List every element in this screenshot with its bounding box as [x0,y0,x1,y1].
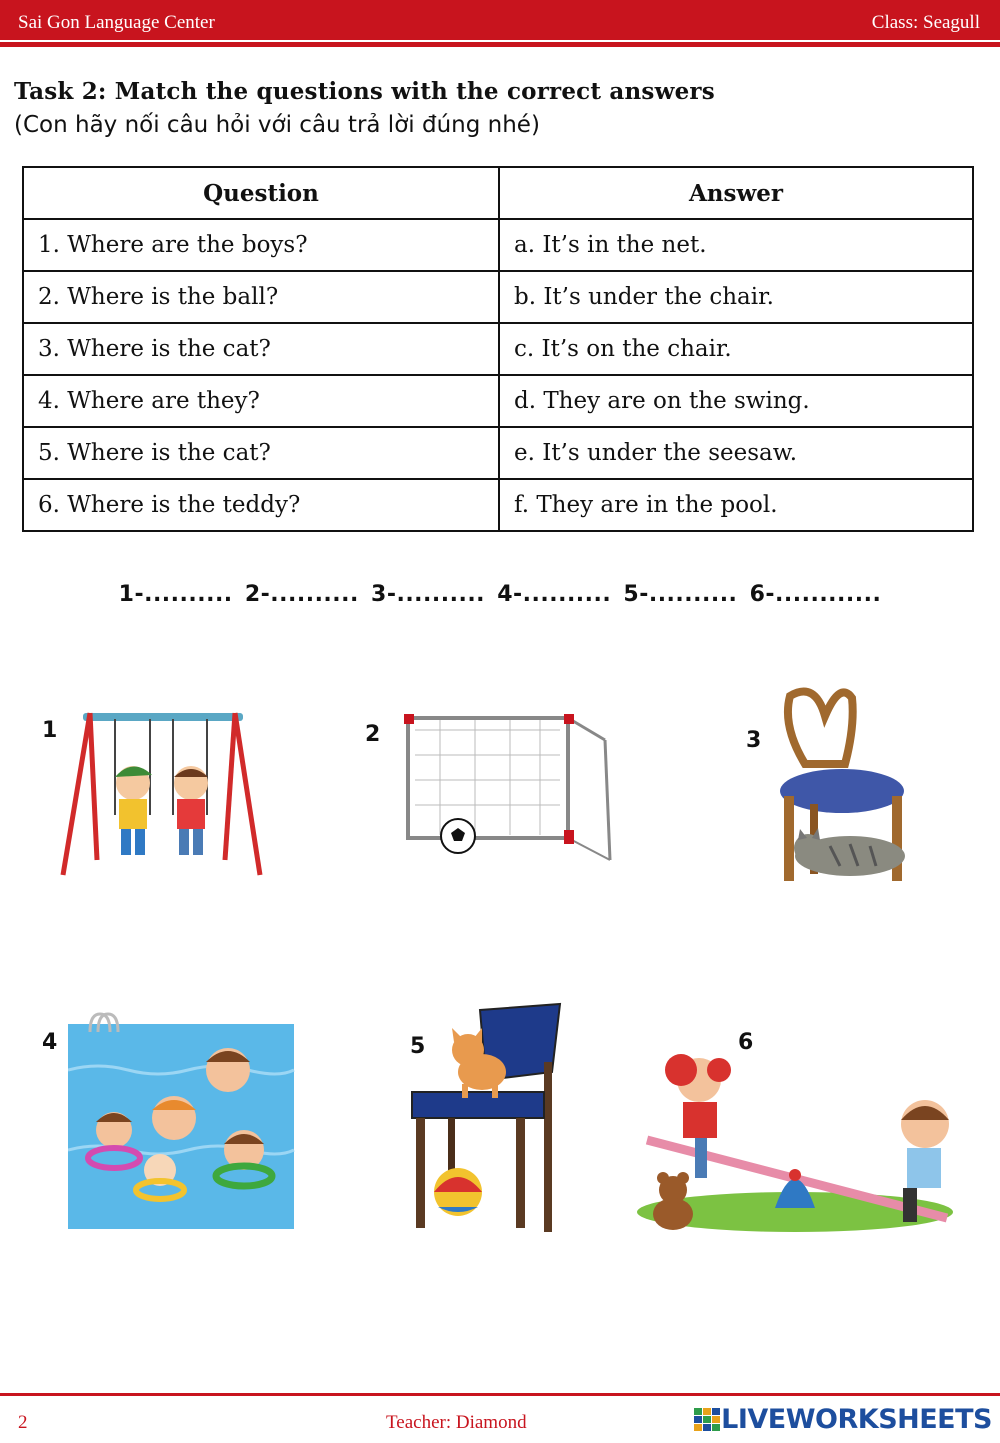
pool-picture [68,1010,296,1230]
table-row [23,219,973,271]
answer-cell: e. It’s under the seesaw. [499,427,973,479]
goal-picture [400,710,620,870]
answer-blank-3[interactable]: 3-.......... [371,582,486,607]
answer-cell: c. It’s on the chair. [499,323,973,375]
picture-number-1: 1 [42,718,58,743]
question-header: Question [23,167,499,219]
picture-number-4: 4 [42,1030,58,1055]
answer-cell: f. They are in the pool. [499,479,973,531]
school-name: Sai Gon Language Center [18,12,215,33]
liveworksheets-logo-icon [693,1407,721,1433]
table-header-row [23,167,973,219]
answer-blank-2[interactable]: 2-.......... [244,582,359,607]
question-cell: 2. Where is the ball? [23,271,499,323]
answer-header: Answer [499,167,973,219]
table-row [23,271,973,323]
question-cell: 3. Where is the cat? [23,323,499,375]
answer-cell: a. It’s in the net. [499,219,973,271]
swing-picture [55,705,265,880]
picture-number-6: 6 [738,1030,754,1055]
table-row [23,375,973,427]
table-row [23,479,973,531]
question-cell: 5. Where is the cat? [23,427,499,479]
footer-divider [0,1393,1000,1396]
answer-blank-6[interactable]: 6-............ [749,582,882,607]
answer-cell: d. They are on the swing. [499,375,973,427]
logo-text: LIVEWORKSHEETS [721,1404,992,1435]
question-cell: 4. Where are they? [23,375,499,427]
page-number: 2 [18,1412,28,1433]
question-cell: 6. Where is the teddy? [23,479,499,531]
picture-number-2: 2 [365,722,381,747]
chair-cat-picture [770,686,920,891]
liveworksheets-logo[interactable] [693,1404,992,1435]
answer-blanks [0,582,1000,607]
answer-blank-5[interactable]: 5-.......... [623,582,738,607]
seesaw-teddy-picture [635,1040,955,1235]
class-name: Class: Seagull [871,12,980,33]
picture-number-3: 3 [746,728,762,753]
picture-number-5: 5 [410,1034,426,1059]
answer-cell: b. It’s under the chair. [499,271,973,323]
question-cell: 1. Where are the boys? [23,219,499,271]
teacher-name: Teacher: Diamond [386,1412,527,1433]
answer-blank-4[interactable]: 4-.......... [497,582,612,607]
matching-table [22,166,974,532]
header-divider [0,42,1000,47]
table-row [23,427,973,479]
task-subtitle: (Con hãy nối câu hỏi với câu trả lời đúng nhé) [14,112,540,138]
table-row [23,323,973,375]
answer-blank-1[interactable]: 1-.......... [118,582,233,607]
chair-cat-ball-picture [408,1002,568,1234]
page-header [0,0,1000,40]
task-title: Task 2: Match the questions with the correct answers [14,78,715,105]
